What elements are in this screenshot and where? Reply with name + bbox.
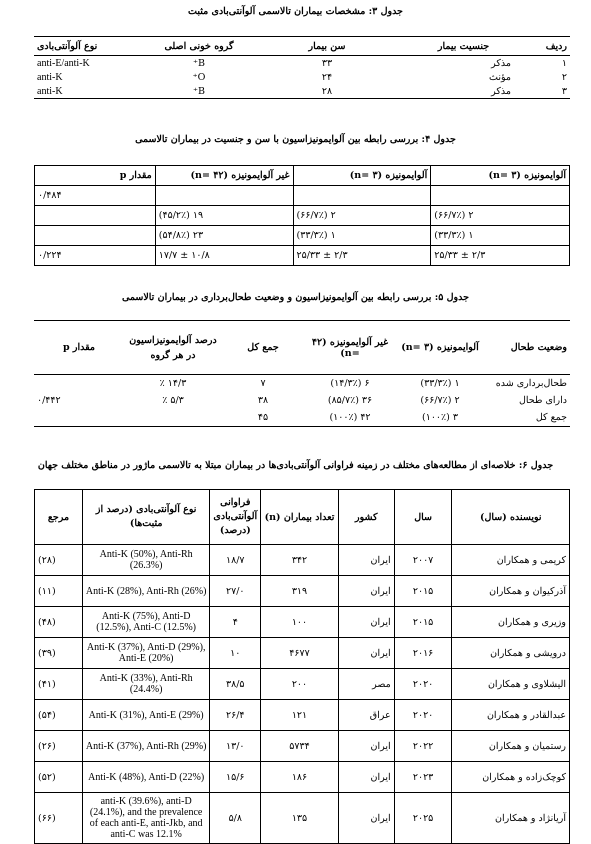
table6-header-cell: مرجع: [35, 490, 83, 545]
table-row: [35, 226, 570, 246]
table-cell: Anti-K (75%), Anti-D (12.5%), Anti-C (12.5%): [82, 607, 210, 638]
table-cell: [34, 375, 124, 393]
table-cell: ۱ (۳۳/۳٪): [293, 226, 431, 246]
table-cell: ۴: [210, 607, 261, 638]
table-cell: طحال‌برداری شده: [495, 378, 567, 389]
table-cell: مذکر: [396, 84, 514, 99]
table-cell: ایران: [338, 793, 394, 844]
table-cell: B⁺: [140, 84, 258, 99]
table-cell: (۴۸): [35, 607, 83, 638]
table-cell: ۲۰۱۶: [394, 638, 452, 669]
table-cell: [34, 409, 124, 427]
table-cell: کریمی و همکاران: [452, 545, 570, 576]
table-cell: ۲۳ (۵۴/۸٪): [155, 226, 293, 246]
table-cell: ۲۴: [321, 71, 333, 83]
table3-header-row: [34, 37, 570, 56]
table-cell: ۰/۲۲۴: [35, 246, 156, 266]
table-cell: anti-E/anti-K: [37, 57, 90, 69]
table6-header-cell: فراوانی آلوآنتی‌بادی (درصد): [210, 490, 261, 545]
table4-header-cell: غیر آلوایمونیزه (۴۲ =n): [155, 166, 293, 186]
table-cell: ۵/۳ ٪: [162, 395, 184, 406]
table6: [34, 489, 570, 844]
table-row: [34, 392, 570, 409]
table-row: [34, 56, 570, 71]
table-cell: ۲۰۰۷: [394, 545, 452, 576]
table4-header-cell: آلوایمونیزه (۳ =n): [293, 166, 431, 186]
table-cell: ۲۸: [258, 84, 396, 99]
table-cell: وزیری و همکاران: [452, 607, 570, 638]
table3-caption: جدول ۳: مشخصات بیماران تالاسمی آلوآنتی‌بادی مثبت: [188, 6, 403, 17]
table-row: [35, 576, 570, 607]
table-row: [35, 638, 570, 669]
table-cell: ۳۳: [321, 57, 333, 69]
table6-header-cell: تعداد بیماران (n): [261, 490, 339, 545]
table-cell: ۲/۳ ± ۲۵/۳۳: [431, 246, 570, 266]
table3-header-cell: جنسیت بیمار: [396, 37, 514, 56]
table-cell: ۲۰۲۰: [394, 669, 452, 700]
table-row: [35, 669, 570, 700]
table-cell: ۳۱۹: [261, 576, 339, 607]
table-cell: ایران: [338, 762, 394, 793]
table6-header-row: [35, 490, 570, 545]
table-cell: Anti-K (33%), Anti-Rh (24.4%): [82, 669, 210, 700]
table-cell: ۱۸/۷: [210, 545, 261, 576]
table-row: [34, 84, 570, 99]
table-cell: ۰/۴۸۴: [35, 186, 156, 206]
table-cell: ۲۰۲۵: [394, 793, 452, 844]
table-cell: (۵۲): [35, 762, 83, 793]
table6-header-cell: نویسنده (سال): [452, 490, 570, 545]
table-row: [35, 700, 570, 731]
table3-header-cell: سن بیمار: [258, 37, 396, 56]
table-cell: [35, 226, 156, 246]
table5-caption: جدول ۵: بررسی رابطه بین آلوایمونیزاسیون و وضعیت طحال‌برداری در بیماران تالاسمی: [122, 292, 469, 303]
table-cell: Anti-K (28%), Anti-Rh (26%): [82, 576, 210, 607]
table-cell: ۱۳۵: [261, 793, 339, 844]
table-cell: (۲۶): [35, 731, 83, 762]
table-row: [35, 246, 570, 266]
table-cell: رستمیان و همکاران: [452, 731, 570, 762]
table-cell: ۱ (۳۳/۳٪): [420, 378, 460, 389]
table-cell: ۴۲ (۱۰۰٪): [304, 409, 396, 427]
table-cell: (۴۱): [35, 669, 83, 700]
table-cell: ۲ (۶۶/۷٪): [420, 395, 460, 406]
table-cell: ۱۰/۸ ± ۱۷/۷: [155, 246, 293, 266]
table5-header-cell: وضعیت طحال: [484, 321, 570, 375]
table-cell: Anti-K (37%), Anti-Rh (29%): [82, 731, 210, 762]
table-cell: ۲۷/۰: [210, 576, 261, 607]
table-cell: ایران: [338, 731, 394, 762]
table-cell: مذکر: [491, 57, 511, 69]
table-cell: جمع کل: [484, 409, 570, 427]
table-cell: ۱۰۰: [261, 607, 339, 638]
table-cell: ۱ (۳۳/۳٪): [431, 226, 570, 246]
table-cell: ۳۴۲: [261, 545, 339, 576]
table-cell: ۳: [514, 84, 570, 99]
table-cell: ایران: [338, 638, 394, 669]
table-cell: ۳۸: [257, 395, 269, 406]
table-cell: ۴۶۷۷: [261, 638, 339, 669]
table-cell: ۲۰۲۲: [394, 731, 452, 762]
table-cell: anti-K: [37, 71, 63, 83]
table4-header-cell: مقدار p: [35, 166, 156, 186]
table-cell: ۱۲۱: [261, 700, 339, 731]
table-cell: ایران: [338, 545, 394, 576]
table-cell: کوچک‌زاده و همکاران: [452, 762, 570, 793]
table-cell: ۱۵/۶: [210, 762, 261, 793]
table-row: [35, 731, 570, 762]
table-cell: ۲ (۶۶/۷٪): [431, 206, 570, 226]
table-cell: [431, 186, 570, 206]
table-cell: ۵/۸: [210, 793, 261, 844]
table3-header-cell: نوع آلوآنتی‌بادی: [34, 37, 140, 56]
table-cell: Anti-K (48%), Anti-D (22%): [82, 762, 210, 793]
table-cell: عبدالقادر و همکاران: [452, 700, 570, 731]
table5-header-cell: غیر آلوایمونیزه (۴۲ =n): [304, 321, 396, 375]
table-cell: ۵۷۳۴: [261, 731, 339, 762]
table-cell: ایران: [338, 607, 394, 638]
table-cell: ۱۴/۳ ٪: [159, 378, 187, 389]
table-cell: (۲۸): [35, 545, 83, 576]
table-cell: ۲/۳ ± ۲۵/۳۳: [293, 246, 431, 266]
table3-header-cell: ردیف: [514, 37, 570, 56]
table5-header-cell: مقدار p: [34, 321, 124, 375]
table-cell: ۳۶ (۸۵/۷٪): [327, 395, 373, 406]
table-row: [35, 762, 570, 793]
table-cell: ۲۰۰: [261, 669, 339, 700]
table-cell: ۲ (۶۶/۷٪): [293, 206, 431, 226]
table-cell: ۳ (۱۰۰٪): [396, 409, 484, 427]
table-cell: (۵۴): [35, 700, 83, 731]
table-cell: Anti-K (31%), Anti-E (29%): [82, 700, 210, 731]
table-cell: ۲۰۱۵: [394, 607, 452, 638]
table-cell: مؤنث: [489, 71, 511, 83]
table-cell: ۲: [561, 71, 567, 83]
table6-header-cell: نوع آلوآنتی‌بادی (درصد از مثبت‌ها): [82, 490, 210, 545]
table-cell: ایران: [338, 576, 394, 607]
table-cell: آریانژاد و همکاران: [452, 793, 570, 844]
table-cell: ۱۰: [210, 638, 261, 669]
table-cell: ۲۰۲۳: [394, 762, 452, 793]
table-cell: B⁺: [193, 57, 205, 69]
table-row: [35, 186, 570, 206]
table-cell: الیشلاوی و همکاران: [452, 669, 570, 700]
table-cell: [124, 409, 222, 427]
table4-header-cell: آلوایمونیزه (۳ =n): [431, 166, 570, 186]
table5-header-row: [34, 321, 570, 375]
table5-header-cell: آلوایمونیزه (۳ =n): [396, 321, 484, 375]
table-row: [35, 793, 570, 844]
table4-header-row: [35, 166, 570, 186]
table6-header-cell: کشور: [338, 490, 394, 545]
table-cell: ۲۰۱۵: [394, 576, 452, 607]
table3-header-cell: گروه خونی اصلی: [140, 37, 258, 56]
table-cell: [293, 186, 431, 206]
table-row: [35, 607, 570, 638]
table6-caption: جدول ۶: خلاصه‌ای از مطالعه‌های مختلف در زمینه فراوانی آلوآنتی‌بادی‌ها در بیماران مبتلا به تالاسمی ماژور در مناطق مختلف جهان: [37, 460, 554, 471]
table-cell: عراق: [338, 700, 394, 731]
table6-header-cell: سال: [394, 490, 452, 545]
table-cell: ۴۵: [222, 409, 304, 427]
table-cell: Anti-K (50%), Anti-Rh (26.3%): [82, 545, 210, 576]
table-cell: ۳۸/۵: [210, 669, 261, 700]
table-cell: [155, 186, 293, 206]
table-row: [34, 375, 570, 393]
table-cell: (۱۱): [35, 576, 83, 607]
table-cell: Anti-K (37%), Anti-D (29%), Anti-E (20%): [82, 638, 210, 669]
table5: [34, 320, 570, 427]
table-cell: دارای طحال: [518, 395, 567, 406]
table-cell: آذرکیوان و همکاران: [452, 576, 570, 607]
table-cell: (۳۹): [35, 638, 83, 669]
table-cell: ۶ (۱۴/۳٪): [330, 378, 370, 389]
table-cell: anti-K (39.6%), anti-D (24.1%), and the prevalence of each anti-E, anti-Jkb, and anti-C was 12.1%: [82, 793, 210, 844]
table-cell: ۱۹ (۴۵/۲٪): [155, 206, 293, 226]
table4: [34, 165, 570, 266]
table-cell: O⁺: [192, 71, 206, 83]
table-row: [34, 70, 570, 84]
table-cell: ۲۶/۴: [210, 700, 261, 731]
table-cell: anti-K: [34, 84, 140, 99]
table-cell: ۱۸۶: [261, 762, 339, 793]
table4-caption: جدول ۴: بررسی رابطه بین آلوایمونیزاسیون با سن و جنسیت در بیماران تالاسمی: [135, 134, 456, 145]
table-cell: مصر: [338, 669, 394, 700]
table5-header-cell: درصد آلوایمونیزاسیون در هر گروه: [124, 321, 222, 375]
table-cell: [35, 206, 156, 226]
table-cell: درویشی و همکاران: [452, 638, 570, 669]
table-cell: (۶۶): [35, 793, 83, 844]
table-row: [35, 545, 570, 576]
table-row: [35, 206, 570, 226]
table-cell: ۰/۴۴۲: [37, 395, 61, 406]
table-cell: ۲۰۲۰: [394, 700, 452, 731]
table-cell: ۱۳/۰: [210, 731, 261, 762]
table5-header-cell: جمع کل: [222, 321, 304, 375]
table-row: [34, 409, 570, 427]
table-cell: ۷: [260, 378, 266, 389]
table-cell: ۱: [561, 57, 567, 69]
table3: [34, 36, 570, 99]
